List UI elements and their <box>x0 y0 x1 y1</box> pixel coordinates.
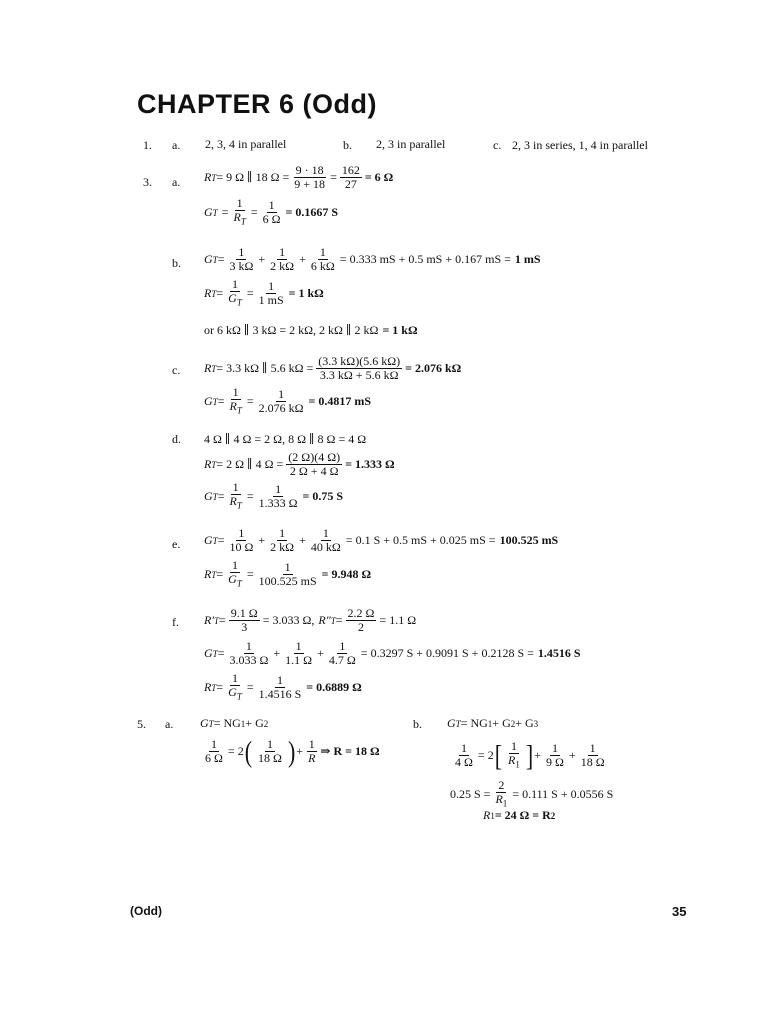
result: = 24 Ω = R <box>494 808 551 822</box>
page-title: CHAPTER 6 (Odd) <box>137 89 377 119</box>
equation-3b-alt: or 6 kΩ ∥ 3 kΩ = 2 kΩ, 2 kΩ ∥ 2 kΩ = 1 kΩ <box>204 323 418 337</box>
result: = 9.948 Ω <box>321 567 372 582</box>
equation-5b-line4: R 1 = 24 Ω = R 2 <box>483 808 556 822</box>
result: = 0.75 S <box>302 489 344 504</box>
problem-1-number: 1. <box>143 138 152 152</box>
fraction: $\frac{(2 \Omega)(4 \Omega)}{2 \Omega + 4 \Omega}$ <box>288 450 341 478</box>
problem-3-number: 3. <box>143 175 152 189</box>
fraction: $\frac{1}{6 k\Omega}$ <box>310 245 335 273</box>
right-paren: ) <box>287 733 296 768</box>
fraction: $\frac{2}{R_1}$ <box>495 778 508 809</box>
equation-3f-gt: G T = $\frac{1}{3.033 \Omega}$ + $\frac{1}{1.1 \Omega}$ + $\frac{1}{4.7 \Omega}$ = 0.3297 S + 0.9091 S + 0.2128 S = 1.4516 S <box>204 639 581 667</box>
problem-1c-label: c. <box>493 138 502 152</box>
problem-5a-label: a. <box>165 717 174 731</box>
fraction: $\frac{1}{R_T}$ <box>233 196 246 227</box>
left-bracket: [ <box>494 738 503 772</box>
problem-1a-label: a. <box>172 138 181 152</box>
problem-3a-label: a. <box>172 175 181 189</box>
fraction: $\frac{1}{G_T}$ <box>228 558 242 589</box>
result: ⇒ R = 18 Ω <box>320 744 380 758</box>
equation-3c-gt: G T = $\frac{1}{R_T}$ = $\frac{1}{2.076 k\Omega}$ = 0.4817 mS <box>204 385 372 416</box>
result: = 1.333 Ω <box>345 457 395 471</box>
equation-5b-line3: 0.25 S = $\frac{2}{R_1}$ = 0.111 S + 0.0556 S <box>450 778 614 809</box>
equation-3f-rprime: R′ T = $\frac{9.1 \Omega}{3}$ = 3.033 Ω, R″ T = $\frac{2.2 \Omega}{2}$ = 1.1 Ω <box>204 606 417 634</box>
fraction: $\frac{1}{3.033 \Omega}$ <box>229 639 269 667</box>
rt-expression: = 9 Ω ∥ 18 Ω = <box>216 170 290 184</box>
page-number: 35 <box>672 904 687 919</box>
left-paren: ( <box>244 733 253 768</box>
fraction: $\frac{1}{1 mS}$ <box>258 279 284 308</box>
problem-3e-label: e. <box>172 537 181 551</box>
problem-3c-label: c. <box>172 363 181 377</box>
equation-5b-line1: G T = NG 1 + G 2 + G 3 <box>447 716 539 730</box>
result: = 0.6889 Ω <box>306 680 362 695</box>
equation-3b-gt: G T = $\frac{1}{3 k\Omega}$ + $\frac{1}{2 k\Omega}$ + $\frac{1}{6 k\Omega}$ = 0.333 mS + 0.5 mS + 0.167 mS = 1 mS <box>204 245 541 273</box>
fraction: $\frac{1}{R_T}$ <box>229 385 242 416</box>
result: 100.525 mS <box>499 533 559 547</box>
result: 1.4516 S <box>537 646 581 660</box>
problem-1b-text: 2, 3 in parallel <box>376 137 446 151</box>
fraction: $\frac{9 \cdot 18}{9 + 18}$ <box>294 163 326 191</box>
problem-3b-label: b. <box>172 256 181 270</box>
equation-3d-gt: G T = $\frac{1}{R_T}$ = $\frac{1}{1.333 \Omega}$ = 0.75 S <box>204 480 344 511</box>
fraction: $\frac{(3.3 k\Omega)(5.6 k\Omega)}{3.3 k\Omega + 5.6 k\Omega}$ <box>318 354 401 382</box>
result: = 0.1667 S <box>285 205 339 220</box>
equation-3e-rt: R T = $\frac{1}{G_T}$ = $\frac{1}{100.525 mS}$ = 9.948 Ω <box>204 558 372 589</box>
fraction: $\frac{1}{10 \Omega}$ <box>229 526 254 554</box>
fraction: $\frac{1}{1.333 \Omega}$ <box>258 482 298 511</box>
fraction: $\frac{1}{G_T}$ <box>228 277 242 308</box>
problem-5b-label: b. <box>413 717 422 731</box>
fraction: $\frac{1}{R}$ <box>308 737 316 765</box>
fraction: $\frac{2.2 \Omega}{2}$ <box>347 606 375 634</box>
result: = 1 kΩ <box>382 323 418 337</box>
problem-3f-label: f. <box>172 615 179 629</box>
fraction: $\frac{9.1 \Omega}{3}$ <box>230 606 258 634</box>
equation-5b-line2: $\frac{1}{4 \Omega}$ = 2 [ $\frac{1}{R_1}$ ] + $\frac{1}{9 \Omega}$ + $\frac{1}{18 \Omega}$ <box>455 738 605 772</box>
fraction: $\frac{1}{4.7 \Omega}$ <box>328 639 356 667</box>
footer-label: (Odd) <box>130 904 162 918</box>
fraction: $\frac{1}{18 \Omega}$ <box>580 741 605 770</box>
fraction: $\frac{1}{6 \Omega}$ <box>205 737 223 765</box>
fraction: $\frac{1}{R_T}$ <box>229 480 242 511</box>
equation-3c-rt: R T = 3.3 kΩ ∥ 5.6 kΩ = $\frac{(3.3 k\Omega)(5.6 k\Omega)}{3.3 k\Omega + 5.6 k\Omega}$ = 2.076 kΩ <box>204 354 462 382</box>
fraction: $\frac{1}{G_T}$ <box>228 671 242 702</box>
equation-3d-line1: 4 Ω ∥ 4 Ω = 2 Ω, 8 Ω ∥ 8 Ω = 4 Ω <box>204 432 367 446</box>
result: = 1 kΩ <box>288 286 324 301</box>
fraction: $\frac{1}{4 \Omega}$ <box>455 741 473 770</box>
fraction: $\frac{1}{1.4516 S}$ <box>258 673 302 702</box>
equation-3a-rt: R T = 9 Ω ∥ 18 Ω = $\frac{9 \cdot 18}{9 + 18}$ = $\frac{162}{27}$ = 6 Ω <box>204 163 394 191</box>
problem-1a-text: 2, 3, 4 in parallel <box>205 137 287 151</box>
fraction: $\frac{1}{2 k\Omega}$ <box>270 526 295 554</box>
equation-3d-rt: R T = 2 Ω ∥ 4 Ω = $\frac{(2 \Omega)(4 \Omega)}{2 \Omega + 4 \Omega}$ = 1.333 Ω <box>204 450 395 478</box>
fraction: $\frac{1}{R_1}$ <box>508 739 520 770</box>
equation-3a-gt: G T = $\frac{1}{R_T}$ = $\frac{1}{6 \Omega}$ = 0.1667 S <box>204 196 339 227</box>
result: = 2.076 kΩ <box>405 361 462 375</box>
fraction: $\frac{162}{27}$ <box>341 163 360 191</box>
equation-3e-gt: G T = $\frac{1}{10 \Omega}$ + $\frac{1}{2 k\Omega}$ + $\frac{1}{40 k\Omega}$ = 0.1 S + 0.5 mS + 0.025 mS = 100.525 mS <box>204 526 559 554</box>
fraction: $\frac{1}{100.525 mS}$ <box>258 560 317 589</box>
fraction: $\frac{1}{1.1 \Omega}$ <box>285 639 313 667</box>
problem-1b-label: b. <box>343 138 352 152</box>
fraction: $\frac{1}{6 \Omega}$ <box>262 198 281 227</box>
problem-5-number: 5. <box>137 717 146 731</box>
equation-3b-rt: R T = $\frac{1}{G_T}$ = $\frac{1}{1 mS}$ = 1 kΩ <box>204 277 324 308</box>
fraction: $\frac{1}{9 \Omega}$ <box>545 741 564 770</box>
fraction: $\frac{1}{18 \Omega}$ <box>258 737 282 765</box>
problem-1c-text: 2, 3 in series, 1, 4 in parallel <box>512 138 648 152</box>
rt-symbol: R <box>204 170 212 184</box>
result: 1 mS <box>514 252 541 266</box>
fraction: $\frac{1}{40 k\Omega}$ <box>310 526 341 554</box>
fraction: $\frac{1}{2 k\Omega}$ <box>270 245 295 273</box>
fraction: $\frac{1}{2.076 k\Omega}$ <box>258 387 304 416</box>
right-bracket: ] <box>525 738 534 772</box>
result: = 0.4817 mS <box>308 394 372 409</box>
problem-3d-label: d. <box>172 432 181 446</box>
equation-5a-line1: G T = NG 1 + G 2 <box>200 716 269 730</box>
equation-5a-line2: $\frac{1}{6 \Omega}$ = 2 ( $\frac{1}{18 \Omega}$ ) + $\frac{1}{R}$ ⇒ R = 18 Ω <box>205 733 380 768</box>
result: = 6 Ω <box>364 170 394 184</box>
fraction: $\frac{1}{3 k\Omega}$ <box>229 245 254 273</box>
equation-3f-rt: R T = $\frac{1}{G_T}$ = $\frac{1}{1.4516 S}$ = 0.6889 Ω <box>204 671 362 702</box>
